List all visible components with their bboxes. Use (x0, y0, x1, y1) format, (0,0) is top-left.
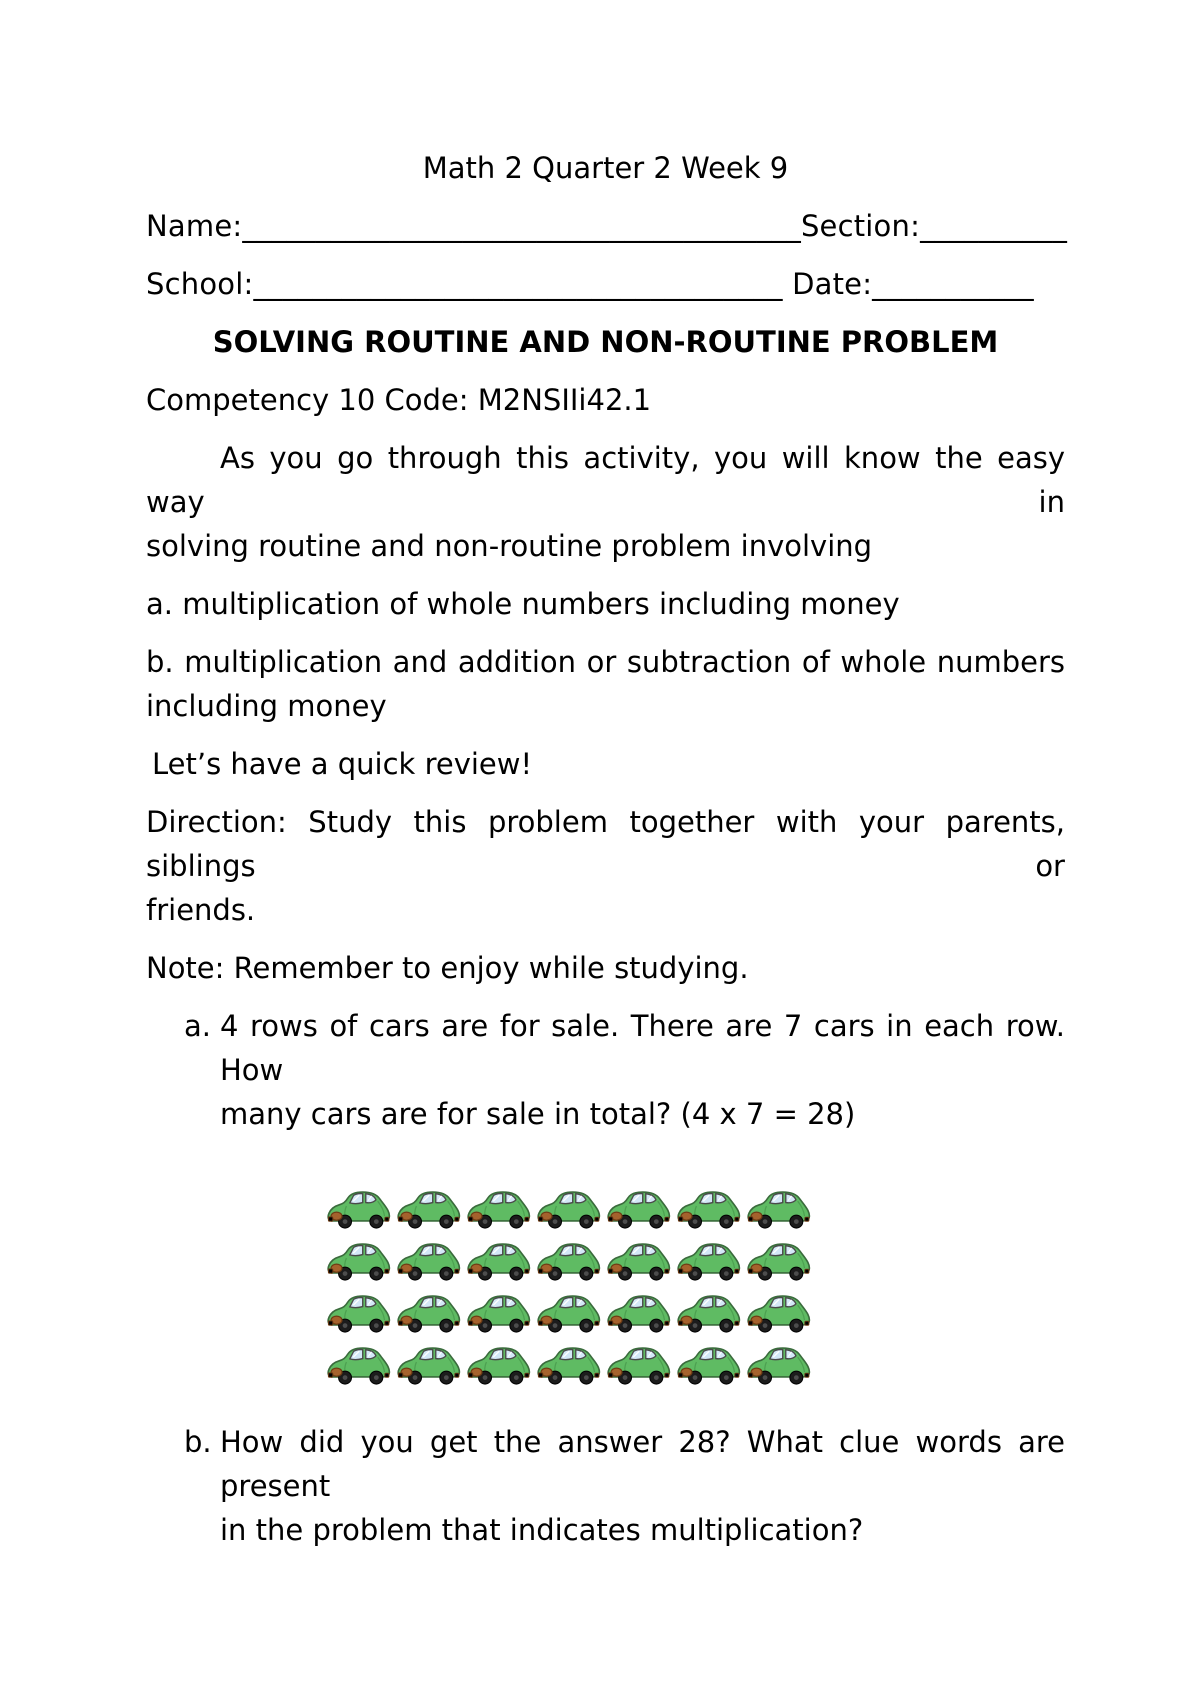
green-car-icon (396, 1289, 464, 1335)
green-car-icon (606, 1237, 674, 1283)
green-car-icon (536, 1237, 604, 1283)
school-blank-line: ____________________________________ (253, 267, 783, 301)
car-cell (465, 1338, 535, 1390)
objective-b-line-1: b. multiplication and addition or subtraction of whole numbers (146, 645, 1065, 679)
problem-b-line-2: in the problem that indicates multiplication? (220, 1513, 864, 1547)
problem-a-line-1: 4 rows of cars are for sale. There are 7 cars in each row. How (220, 1009, 1065, 1087)
objective-a: a. multiplication of whole numbers including money (146, 587, 900, 621)
intro-paragraph (146, 436, 1065, 568)
car-cell (395, 1286, 465, 1338)
green-car-icon (326, 1341, 394, 1387)
problem-b-line-1: How did you get the answer 28? What clue words are present (220, 1425, 1065, 1503)
objective-b-line-2: including money (146, 689, 387, 723)
car-cell (605, 1286, 675, 1338)
green-car-icon (466, 1341, 534, 1387)
car-cell (325, 1182, 395, 1234)
car-cell (325, 1234, 395, 1286)
review-heading: Let’s have a quick review! (152, 747, 533, 781)
intro-line-2: solving routine and non-routine problem involving (146, 529, 873, 563)
green-car-icon (466, 1237, 534, 1283)
car-cell (745, 1182, 815, 1234)
school-date-row (146, 262, 1065, 306)
name-label: Name: (146, 209, 243, 243)
green-car-icon (396, 1237, 464, 1283)
car-cell (745, 1286, 815, 1338)
note-line: Note: Remember to enjoy while studying. (146, 951, 749, 985)
car-cell (675, 1338, 745, 1390)
car-cell (465, 1286, 535, 1338)
green-car-icon (746, 1289, 814, 1335)
section-blank-line: __________ (920, 209, 1068, 243)
date-label: Date: (782, 267, 873, 301)
car-cell (535, 1286, 605, 1338)
car-cell (605, 1338, 675, 1390)
direction-paragraph (146, 800, 1065, 932)
intro-line-1: As you go through this activity, you will know the easy way in (146, 441, 1065, 519)
car-cell (745, 1338, 815, 1390)
problem-b (146, 1420, 1065, 1552)
green-car-icon (536, 1341, 604, 1387)
car-cell (395, 1234, 465, 1286)
problem-a-line-2: many cars are for sale in total? (4 x 7 = 28) (220, 1097, 856, 1131)
car-cell (395, 1182, 465, 1234)
car-cell (675, 1182, 745, 1234)
name-blank-line: ______________________________________ (242, 209, 801, 243)
green-car-icon (676, 1289, 744, 1335)
green-car-icon (606, 1289, 674, 1335)
green-car-icon (606, 1185, 674, 1231)
name-section-row (146, 204, 1068, 248)
car-cell (325, 1338, 395, 1390)
car-cell (675, 1234, 745, 1286)
green-car-icon (606, 1341, 674, 1387)
main-heading: SOLVING ROUTINE AND NON-ROUTINE PROBLEM (212, 325, 999, 359)
school-label: School: (146, 267, 254, 301)
date-blank-line: ___________ (872, 267, 1034, 301)
car-cell (465, 1182, 535, 1234)
car-array-illustration (325, 1182, 815, 1390)
car-cell (535, 1338, 605, 1390)
green-car-icon (536, 1289, 604, 1335)
section-label: Section: (800, 209, 921, 243)
green-car-icon (396, 1185, 464, 1231)
car-cell (675, 1286, 745, 1338)
green-car-icon (326, 1185, 394, 1231)
green-car-icon (396, 1341, 464, 1387)
objective-b (146, 640, 1065, 728)
car-cell (535, 1182, 605, 1234)
green-car-icon (676, 1341, 744, 1387)
green-car-icon (746, 1185, 814, 1231)
green-car-icon (536, 1185, 604, 1231)
green-car-icon (466, 1289, 534, 1335)
problem-b-marker: b. (184, 1425, 212, 1459)
green-car-icon (676, 1237, 744, 1283)
green-car-icon (326, 1289, 394, 1335)
competency-line: Competency 10 Code: M2NSIIi42.1 (146, 383, 652, 417)
page-title: Math 2 Quarter 2 Week 9 (422, 151, 789, 185)
car-cell (605, 1234, 675, 1286)
car-cell (395, 1338, 465, 1390)
car-cell (605, 1182, 675, 1234)
green-car-icon (746, 1341, 814, 1387)
green-car-icon (326, 1237, 394, 1283)
problem-a-marker: a. (184, 1009, 211, 1043)
car-cell (325, 1286, 395, 1338)
car-cell (535, 1234, 605, 1286)
car-cell (465, 1234, 535, 1286)
green-car-icon (676, 1185, 744, 1231)
problem-a (146, 1004, 1065, 1136)
green-car-icon (746, 1237, 814, 1283)
direction-line-1: Direction: Study this problem together with your parents, siblings or (146, 805, 1065, 883)
direction-line-2: friends. (146, 893, 256, 927)
green-car-icon (466, 1185, 534, 1231)
car-cell (745, 1234, 815, 1286)
